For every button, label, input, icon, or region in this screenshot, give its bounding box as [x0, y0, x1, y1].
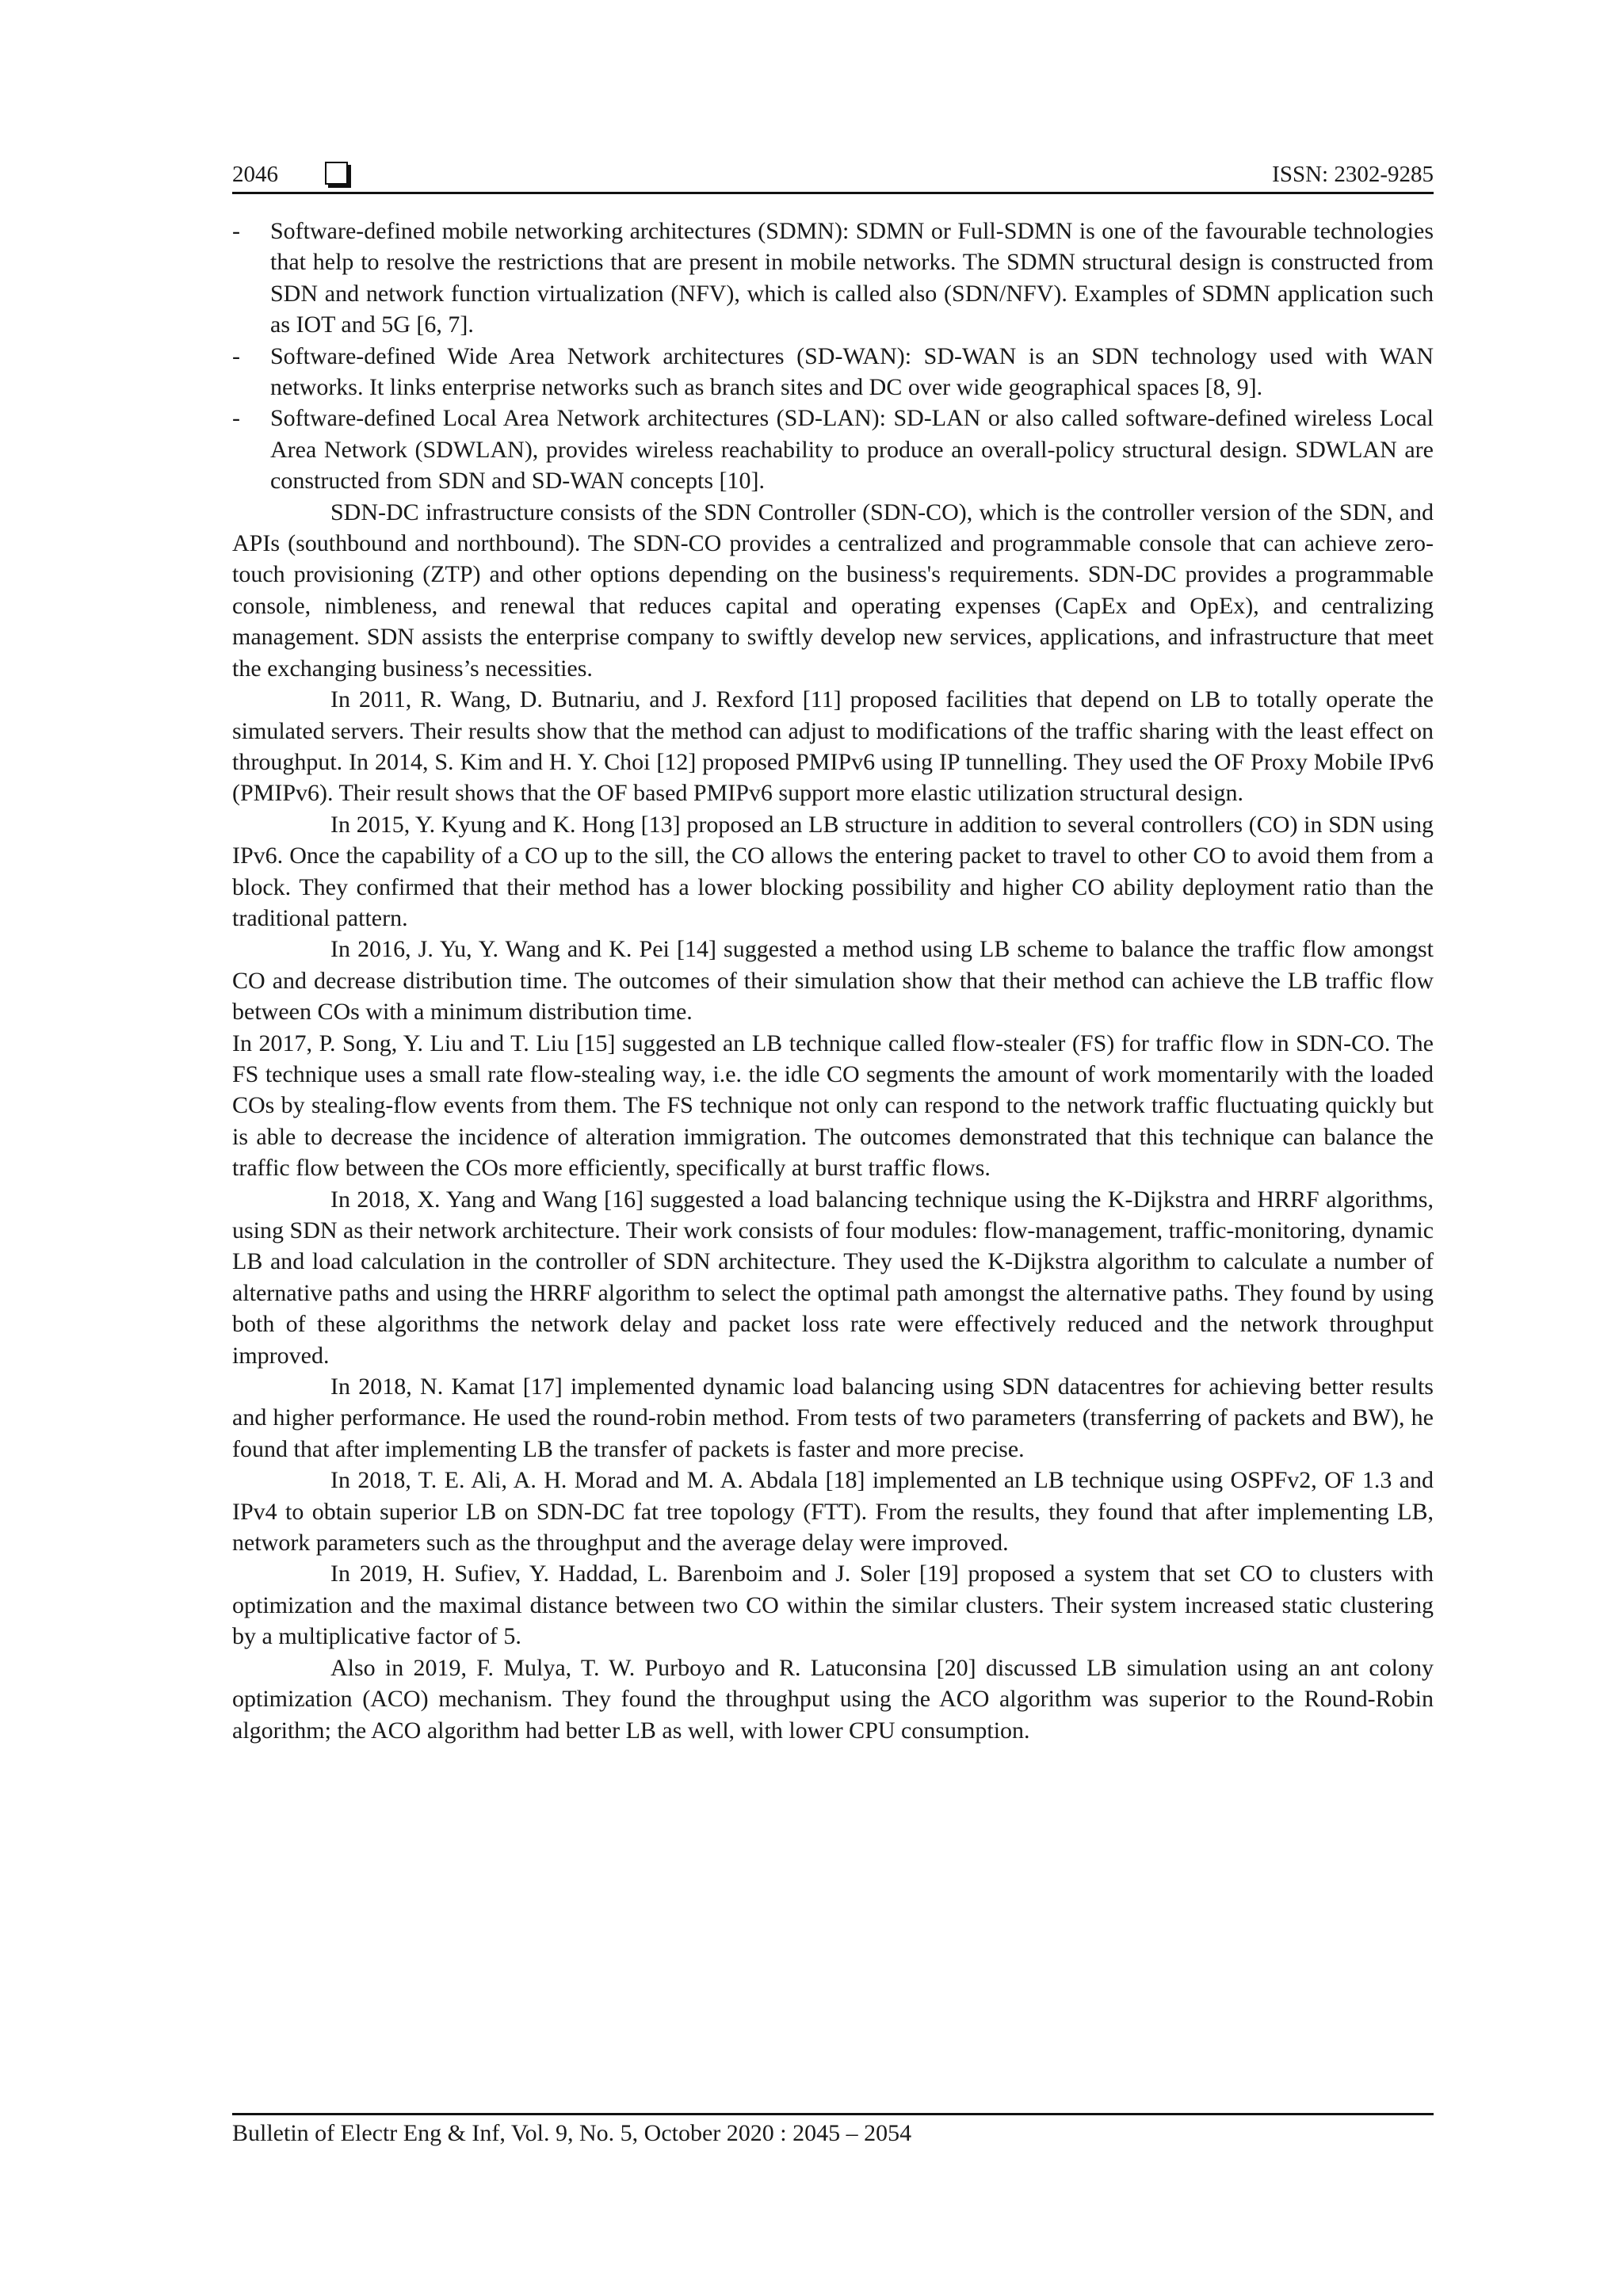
- bullet-text: Software-defined mobile networking architectures (SDMN): SDMN or Full-SDMN is one of the favourable technologies that help to resolve the restrictions that are present in mobile networks. The SDMN structural design is constructed from SDN and network function virtualization (NFV), which is called also (SDN/NFV). Examples of SDMN application such as IOT and 5G [6, 7].: [270, 218, 1434, 338]
- bullet-marker: -: [232, 218, 240, 244]
- bullet-item-sd-wan: [232, 341, 1434, 403]
- paragraph-2018-yang: In 2018, X. Yang and Wang [16] suggested a load balancing technique using the K-Dijkstra and HRRF algorithms, using SDN as their network architecture. Their work consists of four modules: flow-management, traffic-monitoring, dynamic LB and load calculation in the controller of SDN architecture. They used the K-Dijkstra algorithm to calculate a number of alternative paths and using the HRRF algorithm to select the optimal path amongst the alternative paths. They found by using both of these algorithms the network delay and packet loss rate were effectively reduced and the network throughput improved.: [232, 1186, 1434, 1369]
- paragraph-2018-kamat: In 2018, N. Kamat [17] implemented dynamic load balancing using SDN datacentres for achieving better results and higher performance. He used the round-robin method. From tests of two parameters (transferring of packets and BW), he found that after implementing LB the transfer of packets is faster and more precise.: [232, 1373, 1434, 1462]
- page-header: [232, 152, 1434, 197]
- paragraph-2019-sufiev: In 2019, H. Sufiev, Y. Haddad, L. Barenboim and J. Soler [19] proposed a system that set CO to clusters with optimization and the maximal distance between two CO within the similar clusters. Their system increased static clustering by a multiplicative factor of 5.: [232, 1561, 1434, 1650]
- footer-citation: Bulletin of Electr Eng & Inf, Vol. 9, No. 5, October 2020 : 2045 – 2054: [232, 2120, 912, 2146]
- paragraph-2015: In 2015, Y. Kyung and K. Hong [13] proposed an LB structure in addition to several controllers (CO) in SDN using IPv6. Once the capability of a CO up to the sill, the CO allows the entering packet to travel to other CO to avoid them from a block. They confirmed that their method has a lower blocking possibility and higher CO ability deployment ratio than the traditional pattern.: [232, 811, 1434, 931]
- paragraph-2017: In 2017, P. Song, Y. Liu and T. Liu [15] suggested an LB technique called flow-stealer (FS) for traffic flow in SDN-CO. The FS technique uses a small rate flow-stealing way, i.e. the idle CO segments the amount of work momentarily with the loaded COs by stealing-flow events from them. The FS technique not only can respond to the network traffic fluctuating quickly but is able to decrease the incidence of alteration immigration. The outcomes demonstrated that this technique can balance the traffic flow between the COs more efficiently, specifically at burst traffic flows.: [232, 1030, 1434, 1182]
- paragraph-2018-ali: In 2018, T. E. Ali, A. H. Morad and M. A. Abdala [18] implemented an LB technique using OSPFv2, OF 1.3 and IPv4 to obtain superior LB on SDN-DC fat tree topology (FTT). From the results, they found that after implementing LB, network parameters such as the throughput and the average delay were improved.: [232, 1467, 1434, 1557]
- bullet-item-sd-lan: [232, 403, 1434, 496]
- paragraph-2016: In 2016, J. Yu, Y. Wang and K. Pei [14] suggested a method using LB scheme to balance the traffic flow amongst CO and decrease distribution time. The outcomes of their simulation show that their method can achieve the LB traffic flow between COs with a minimum distribution time.: [232, 936, 1434, 1026]
- body-text: [232, 216, 1434, 1746]
- bullet-marker: -: [232, 405, 240, 432]
- header-divider: [232, 192, 1434, 194]
- square-bullet-icon: [325, 162, 348, 185]
- paragraph-2019-mulya: Also in 2019, F. Mulya, T. W. Purboyo and R. Latuconsina [20] discussed LB simulation using an ant colony optimization (ACO) mechanism. They found the throughput using the ACO algorithm was superior to the Round-Robin algorithm; the ACO algorithm had better LB as well, with lower CPU consumption.: [232, 1654, 1434, 1744]
- page-number: 2046: [232, 162, 278, 187]
- bullet-marker: -: [232, 342, 240, 369]
- bullet-text: Software-defined Local Area Network architectures (SD-LAN): SD-LAN or also called software-defined wireless Local Area Network (SDWLAN), provides wireless reachability to produce an overall-policy structural design. SDWLAN are constructed from SDN and SD-WAN concepts [10].: [270, 405, 1434, 495]
- issn-label: ISSN: 2302-9285: [1272, 162, 1434, 187]
- bullet-item-sdmn: [232, 216, 1434, 341]
- paragraph-sdn-dc: SDN-DC infrastructure consists of the SDN Controller (SDN-CO), which is the controller version of the SDN, and APIs (southbound and northbound). The SDN-CO provides a centralized and programmable console that can achieve zero-touch provisioning (ZTP) and other options depending on the business's requirements. SDN-DC provides a programmable console, nimbleness, and renewal that reduces capital and operating expenses (CapEx and OpEx), and centralizing management. SDN assists the enterprise company to swiftly develop new services, applications, and infrastructure that meet the exchanging business’s necessities.: [232, 499, 1434, 682]
- bullet-text: Software-defined Wide Area Network architectures (SD-WAN): SD-WAN is an SDN technology used with WAN networks. It links enterprise networks such as branch sites and DC over wide geographical spaces [8, 9].: [270, 342, 1434, 401]
- paragraph-2011: In 2011, R. Wang, D. Butnariu, and J. Rexford [11] proposed facilities that depend on LB to totally operate the simulated servers. Their results show that the method can adjust to modifications of the traffic sharing with the least effect on throughput. In 2014, S. Kim and H. Y. Choi [12] proposed PMIPv6 using IP tunnelling. They used the OF Proxy Mobile IPv6 (PMIPv6). Their result shows that the OF based PMIPv6 support more elastic utilization structural design.: [232, 686, 1434, 807]
- footer-divider: [232, 2113, 1434, 2115]
